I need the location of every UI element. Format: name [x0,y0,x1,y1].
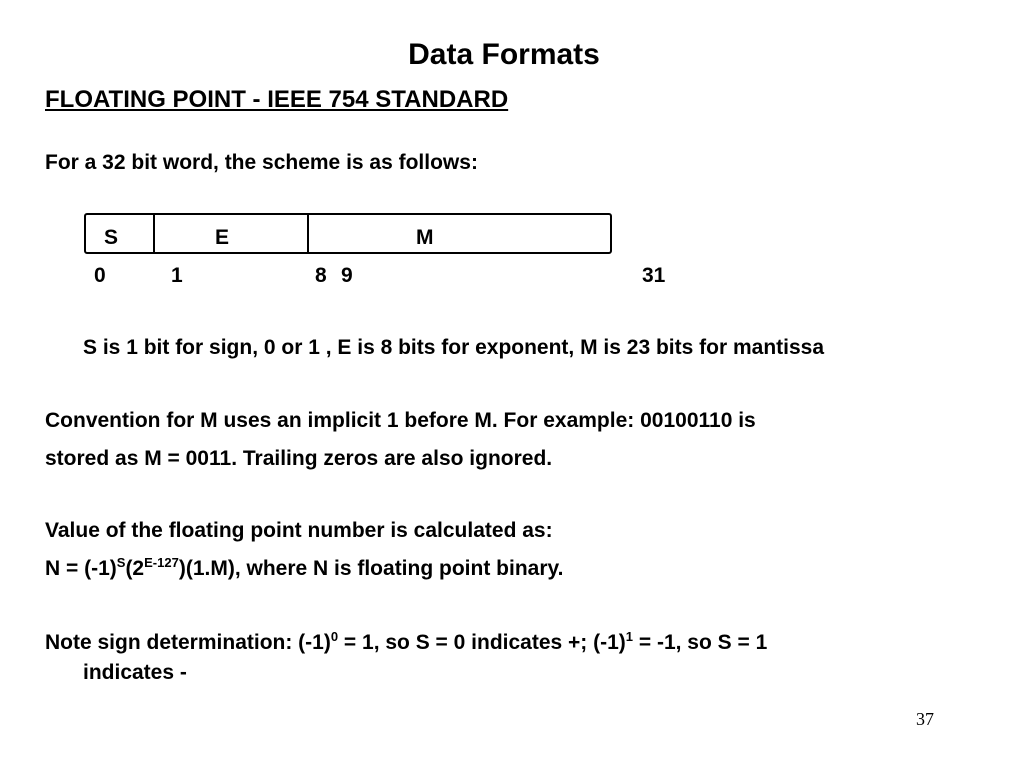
note-superscript: 1 [625,629,634,644]
page-number: 37 [916,709,934,729]
formula-superscript: E-127 [144,555,179,570]
field-e-label: E [215,226,230,249]
formula-part: N = (-1) [45,557,117,580]
field-description: S is 1 bit for sign, 0 or 1 , E is 8 bits for exponent, M is 23 bits for mantissa [83,336,825,359]
convention-line-1: Convention for M uses an implicit 1 before M. For example: 00100110 is [45,409,756,432]
section-heading: FLOATING POINT - IEEE 754 STANDARD [45,86,509,113]
convention-line-2: stored as M = 0011. Trailing zeros are also ignored. [45,447,553,470]
bit-layout-box [84,213,612,254]
note-part: Note sign determination: (-1) [45,631,331,654]
bit-position: 8 [315,264,327,287]
slide-title: Data Formats [408,38,600,71]
field-s-label: S [104,226,119,249]
formula-superscript: S [116,555,126,570]
bit-position: 1 [171,264,183,287]
bit-position: 0 [94,264,106,287]
note-part: = -1, so S = 1 [633,631,768,654]
bit-position: 31 [642,264,666,287]
formula-part: )(1.M), where N is floating point binary. [178,557,564,580]
note-part: = 1, so S = 0 indicates +; (-1) [338,631,626,654]
formula-part: (2 [125,557,145,580]
note-superscript: 0 [330,629,339,644]
field-m-label: M [416,226,434,249]
field-divider [153,215,155,252]
formula-line [45,555,563,583]
intro-text: For a 32 bit word, the scheme is as follows: [45,151,478,174]
note-line-1 [45,629,767,657]
value-intro: Value of the floating point number is calculated as: [45,519,553,542]
field-divider [307,215,309,252]
bit-position: 9 [341,264,353,287]
note-line-2: indicates - [83,661,187,684]
